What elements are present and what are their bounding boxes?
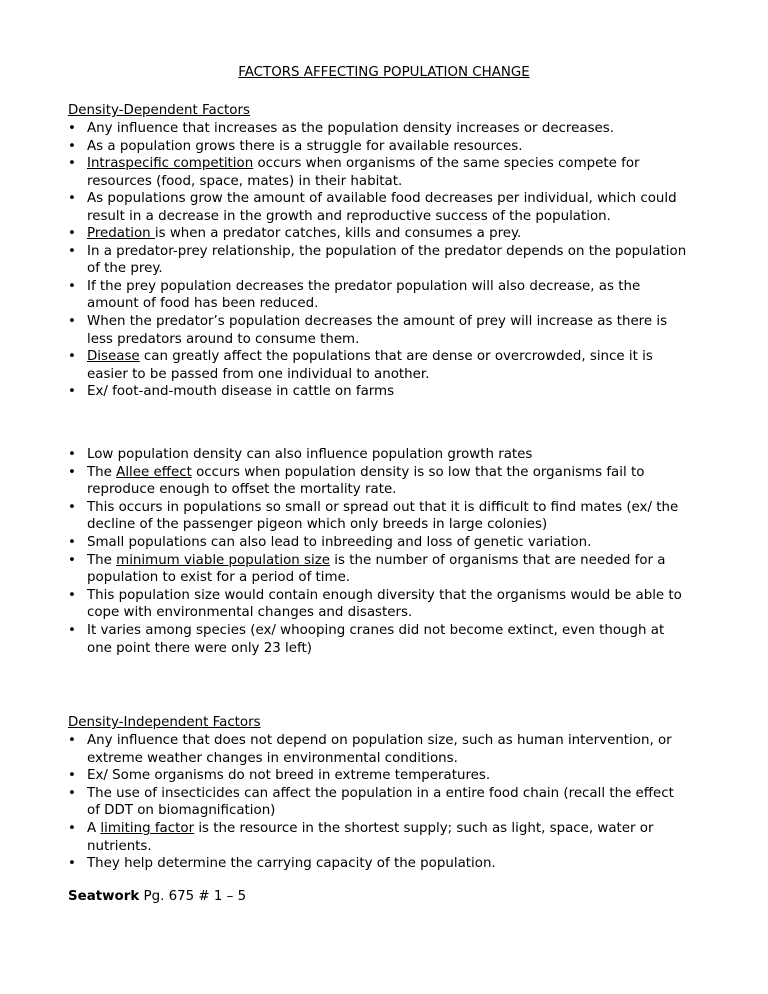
item-text: As populations grow the amount of available food decreases per individual, which could result in a decrease in the growth and reproductive success of the population. [87,191,677,224]
seatwork-text: Pg. 675 # 1 – 5 [139,889,247,904]
item-text: If the prey population decreases the predator population will also decrease, as the amount of food has been reduced. [87,278,641,312]
list-item [0,190,768,225]
page-title: FACTORS AFFECTING POPULATION CHANGE [238,65,530,80]
list-item [0,587,768,622]
list-item [0,278,768,313]
bullet-icon: • [68,243,76,259]
list-item [0,225,768,243]
bullet-icon: • [68,785,76,801]
bullet-icon: • [68,534,76,550]
list-item [0,820,768,855]
list-item [0,732,768,767]
list-item [0,446,768,464]
bullet-icon: • [68,820,76,836]
list-item [0,499,768,534]
density-dependent-list-2 [0,225,768,401]
density-dependent-heading: Density-Dependent Factors [68,103,250,118]
bullet-icon: • [68,191,76,207]
bullet-icon: • [68,384,76,400]
term-disease: Disease [87,349,140,365]
item-text: In a predator-prey relationship, the population of the predator depends on the population of the prey. [87,243,687,277]
seatwork-line [68,888,246,906]
item-text: Any influence that increases as the population density increases or decreases. [87,121,615,136]
seatwork-label: Seatwork [68,889,140,904]
list-item [0,464,768,499]
bullet-icon: • [68,226,76,241]
term-allee-effect: Allee effect [116,464,192,480]
bullet-icon: • [68,349,76,365]
bullet-icon: • [68,622,76,638]
list-item [0,313,768,348]
item-prefix: A [87,820,101,836]
density-dependent-list-1 [0,120,768,226]
item-text: occurs when population density is so low that the organisms fail to reproduce enough to offset the mortality rate. [87,464,645,498]
density-independent-heading: Density-Independent Factors [68,715,261,730]
list-item [0,155,768,190]
list-item [0,348,768,383]
bullet-icon: • [68,587,76,603]
item-text: is the number of organisms that are needed for a population to exist for a period of time. [87,552,666,586]
bullet-icon: • [68,313,76,329]
bullet-icon: • [68,552,76,568]
list-item [0,767,768,785]
list-item [0,855,768,873]
bullet-icon: • [68,733,76,748]
bullet-icon: • [68,464,76,480]
term-predation: Predation [87,226,155,241]
item-text: is the resource in the shortest supply; such as light, space, water or nutrients. [87,820,654,854]
item-text: can greatly affect the populations that are dense or overcrowded, since it is easier to be passed from one individual to another. [87,349,653,382]
item-text: occurs when organisms of the same species compete for resources (food, space, mates) in their habitat. [87,156,640,189]
item-text: Ex/ Some organisms do not breed in extreme temperatures. [87,768,491,784]
bullet-icon: • [68,499,76,515]
item-prefix: The [87,464,117,480]
list-item [0,120,768,138]
item-text: It varies among species (ex/ whooping cranes did not become extinct, even though at one point there were only 23 left) [87,622,665,656]
item-text: As a population grows there is a struggle for available resources. [87,138,523,154]
bullet-icon: • [68,156,76,172]
bullet-icon: • [68,768,76,784]
bullet-icon: • [68,121,76,136]
bullet-icon: • [68,447,76,462]
bullet-icon: • [68,138,76,154]
item-text: They help determine the carrying capacity of the population. [87,856,496,872]
item-text: This population size would contain enough diversity that the organisms would be able to cope with environmental changes and disasters. [87,587,682,621]
item-text: Ex/ foot-and-mouth disease in cattle on farms [87,384,395,400]
item-text: is when a predator catches, kills and consumes a prey. [154,226,522,241]
item-text: Small populations can also lead to inbreeding and loss of genetic variation. [87,534,592,550]
density-independent-list [0,732,768,873]
bullet-icon: • [68,856,76,872]
density-dependent-list-3 [0,446,768,657]
item-text: The use of insecticides can affect the population in a entire food chain (recall the effect of DDT on biomagnification) [87,785,674,819]
item-text: This occurs in populations so small or spread out that it is difficult to find mates (ex/ the decline of the passenger pigeon which only breeds in large colonies) [87,499,679,533]
list-item [0,552,768,587]
list-item [0,243,768,278]
item-text: When the predator’s population decreases the amount of prey will increase as there is less predators around to consume them. [87,313,668,347]
list-item [0,383,768,401]
term-intraspecific-competition: Intraspecific competition [87,156,254,172]
list-item [0,785,768,820]
bullet-icon: • [68,278,76,294]
item-prefix: The [87,552,117,568]
list-item [0,534,768,552]
list-item [0,622,768,657]
list-item [0,138,768,156]
item-text: Any influence that does not depend on population size, such as human intervention, or extreme weather changes in environmental conditions. [87,733,672,766]
term-minimum-viable-population-size: minimum viable population size [116,552,331,568]
item-text: Low population density can also influence population growth rates [87,447,533,462]
term-limiting-factor: limiting factor [100,820,195,836]
